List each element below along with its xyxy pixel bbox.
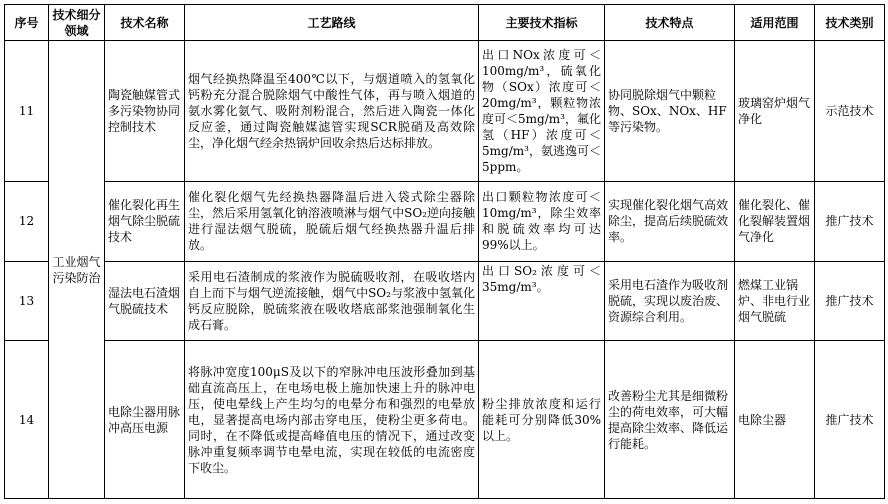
header-domain: 技术细分领域 [49, 5, 105, 41]
process-cell: 烟气经换热降温至400℃以下，与烟道喷入的氢氧化钙粉充分混合脱除烟气中酸性气体，再与喷入烟道的氨水雾化氨气、吸附剂粉混合，然后进入陶瓷一体化反应釜，通过陶瓷触媒滤管实现SCR脱硝及高效除尘，净化烟气经余热锅炉回收余热后达标排放。 [185, 41, 479, 181]
features-cell: 改善粉尘尤其是细微粉尘的荷电效率，可大幅提高除尘效率、降低运行能耗。 [605, 341, 735, 499]
features-cell: 协同脱除烟气中颗粒物、SOx、NOx、HF等污染物。 [605, 41, 735, 181]
header-tech-name: 技术名称 [105, 5, 185, 41]
scope-cell: 电除尘器 [735, 341, 815, 499]
category-cell: 推广技术 [815, 181, 885, 261]
scope-cell: 玻璃窑炉烟气净化 [735, 41, 815, 181]
header-category: 技术类别 [815, 5, 885, 41]
header-row [5, 5, 885, 41]
process-cell: 催化裂化烟气先经换热器降温后进入袋式除尘器除尘，然后采用氢氧化钠溶液喷淋与烟气中SO₂逆向接触进行湿法烟气脱硫，脱硫后烟气经换热器升温后排放。 [185, 181, 479, 261]
header-features: 技术特点 [605, 5, 735, 41]
header-process: 工艺路线 [185, 5, 479, 41]
row-seq: 13 [5, 261, 49, 341]
row-seq: 14 [5, 341, 49, 499]
row-seq: 11 [5, 41, 49, 181]
table-row [5, 181, 885, 261]
technology-table [4, 4, 885, 499]
indicators-cell: 粉尘排放浓度和运行能耗可分别降低30%以上。 [479, 341, 605, 499]
indicators-cell: 出口颗粒物浓度可＜10mg/m³，除尘效率和脱硫效率均可达99%以上。 [479, 181, 605, 261]
domain-cell: 工业烟气污染防治 [49, 41, 105, 499]
indicators-cell: 出口SO₂浓度可＜35mg/m³。 [479, 261, 605, 341]
tech-name-cell: 催化裂化再生烟气除尘脱硫技术 [105, 181, 185, 261]
header-seq: 序号 [5, 5, 49, 41]
header-indicators: 主要技术指标 [479, 5, 605, 41]
table-row [5, 261, 885, 341]
tech-name-cell: 陶瓷触媒管式多污染物协同控制技术 [105, 41, 185, 181]
category-cell: 推广技术 [815, 261, 885, 341]
scope-cell: 燃煤工业锅炉、非电行业烟气脱硫 [735, 261, 815, 341]
category-cell: 示范技术 [815, 41, 885, 181]
features-cell: 实现催化裂化烟气高效除尘，提高后续脱硫效率。 [605, 181, 735, 261]
scope-cell: 催化裂化、催化裂解装置烟气净化 [735, 181, 815, 261]
category-cell: 推广技术 [815, 341, 885, 499]
process-cell: 将脉冲宽度100μS及以下的窄脉冲电压波形叠加到基础直流高压上，在电场电极上施加快速上升的脉冲电压，使电晕线上产生均匀的电晕分布和强烈的电晕放电，显著提高电场内部击穿电压，使粉尘更多荷电。同时，在不降低或提高峰值电压的情况下，通过改变脉冲重复频率调节电晕电流，实现在较低的电流密度下收尘。 [185, 341, 479, 499]
header-scope: 适用范围 [735, 5, 815, 41]
indicators-cell: 出口NOx浓度可＜100mg/m³，硫氧化物（SOx）浓度可＜20mg/m³，颗粒物浓度可＜5mg/m³，氟化氢（HF）浓度可＜5mg/m³，氨逃逸可＜5ppm。 [479, 41, 605, 181]
tech-name-cell: 湿法电石渣烟气脱硫技术 [105, 261, 185, 341]
process-cell: 采用电石渣制成的浆液作为脱硫吸收剂，在吸收塔内自上而下与烟气逆流接触，烟气中SO₂与浆液中氢氧化钙反应脱除，脱硫浆液在吸收塔底部浆池强制氧化生成石膏。 [185, 261, 479, 341]
features-cell: 采用电石渣作为吸收剂脱硫，实现以废治废、资源综合利用。 [605, 261, 735, 341]
row-seq: 12 [5, 181, 49, 261]
tech-name-cell: 电除尘器用脉冲高压电源 [105, 341, 185, 499]
table-row [5, 341, 885, 499]
table-row [5, 41, 885, 181]
